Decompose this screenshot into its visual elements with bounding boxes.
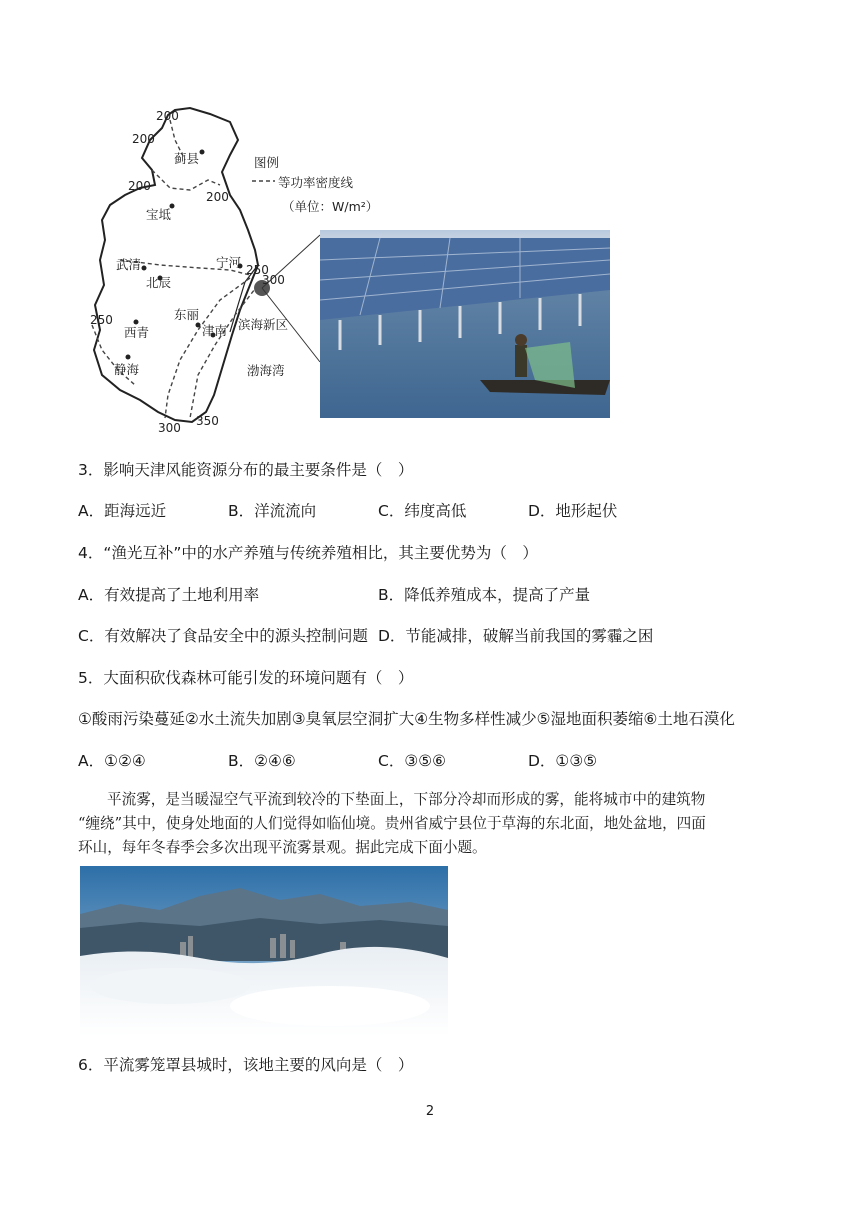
city-label: 蓟县 (174, 151, 200, 166)
city-label: 宝坻 (146, 207, 172, 222)
city-label: 津南 (202, 323, 228, 338)
contour-label: 250 (246, 263, 269, 277)
q5-option-b[interactable]: B．②④⑥ (228, 752, 296, 770)
contour-label: 300 (158, 421, 181, 435)
contour-label: 250 (90, 313, 113, 327)
city-label: 北辰 (146, 275, 172, 290)
passage-line: 平流雾，是当暖湿空气平流到较冷的下垫面上，下部分冷却而形成的雾，能将城市中的建筑物 (107, 791, 706, 808)
advection-fog-photo (80, 866, 448, 1036)
q3-option-b[interactable]: B．洋流流向 (228, 502, 317, 520)
q4-option-b[interactable]: B．降低养殖成本，提高了产量 (378, 586, 591, 604)
question-4-stem: 4．“渔光互补”中的水产养殖与传统养殖相比，其主要优势为（ ） (78, 544, 538, 562)
question-5-items: ①酸雨污染蔓延②水土流失加剧③臭氧层空洞扩大④生物多样性减少⑤湿地面积萎缩⑥土地石漠化 (78, 710, 735, 728)
passage-line: 环山，每年冬春季会多次出现平流雾景观。据此完成下面小题。 (78, 839, 487, 856)
contour-label: 200 (206, 190, 229, 204)
page-number: 2 (425, 1104, 435, 1119)
legend-unit: （单位：W/m²） (282, 199, 379, 214)
passage-line: “缠绕”其中，使身处地面的人们觉得如临仙境。贵州省威宁县位于草海的东北面，地处盆地，四面 (78, 815, 706, 832)
question-5-stem: 5．大面积砍伐森林可能引发的环境问题有（ ） (78, 669, 414, 687)
question-3-stem: 3．影响天津风能资源分布的最主要条件是（ ） (78, 461, 414, 479)
contour-label: 350 (196, 414, 219, 428)
q4-option-c[interactable]: C．有效解决了食品安全中的源头控制问题 (78, 627, 368, 645)
contour-label: 200 (128, 179, 151, 193)
legend-title: 图例 (254, 155, 280, 170)
passage-paragraph (78, 788, 780, 860)
q3-option-c[interactable]: C．纬度高低 (378, 502, 467, 520)
contour-label: 300 (262, 273, 285, 287)
q4-option-d[interactable]: D．节能减排，破解当前我国的雾霾之困 (378, 627, 654, 645)
city-label: 宁河 (216, 255, 242, 270)
city-label: 西青 (124, 325, 150, 340)
q5-option-a[interactable]: A．①②④ (78, 752, 146, 770)
q3-option-a[interactable]: A．距海远近 (78, 502, 167, 520)
contour-label: 200 (132, 132, 155, 146)
question-6-stem: 6．平流雾笼罩县城时，该地主要的风向是（ ） (78, 1056, 414, 1074)
city-label: 东丽 (174, 307, 200, 322)
solar-fishing-photo (320, 230, 610, 418)
legend-line-label: 等功率密度线 (278, 175, 354, 190)
q5-option-d[interactable]: D．①③⑤ (528, 752, 598, 770)
contour-label: 200 (156, 109, 179, 123)
sea-label: 渤海湾 (247, 363, 285, 378)
city-label: 武清 (116, 257, 142, 272)
q4-option-a[interactable]: A．有效提高了土地利用率 (78, 586, 260, 604)
q3-option-d[interactable]: D．地形起伏 (528, 502, 618, 520)
city-label: 静海 (114, 362, 140, 377)
city-label: 滨海新区 (238, 317, 289, 332)
q5-option-c[interactable]: C．③⑤⑥ (378, 752, 447, 770)
